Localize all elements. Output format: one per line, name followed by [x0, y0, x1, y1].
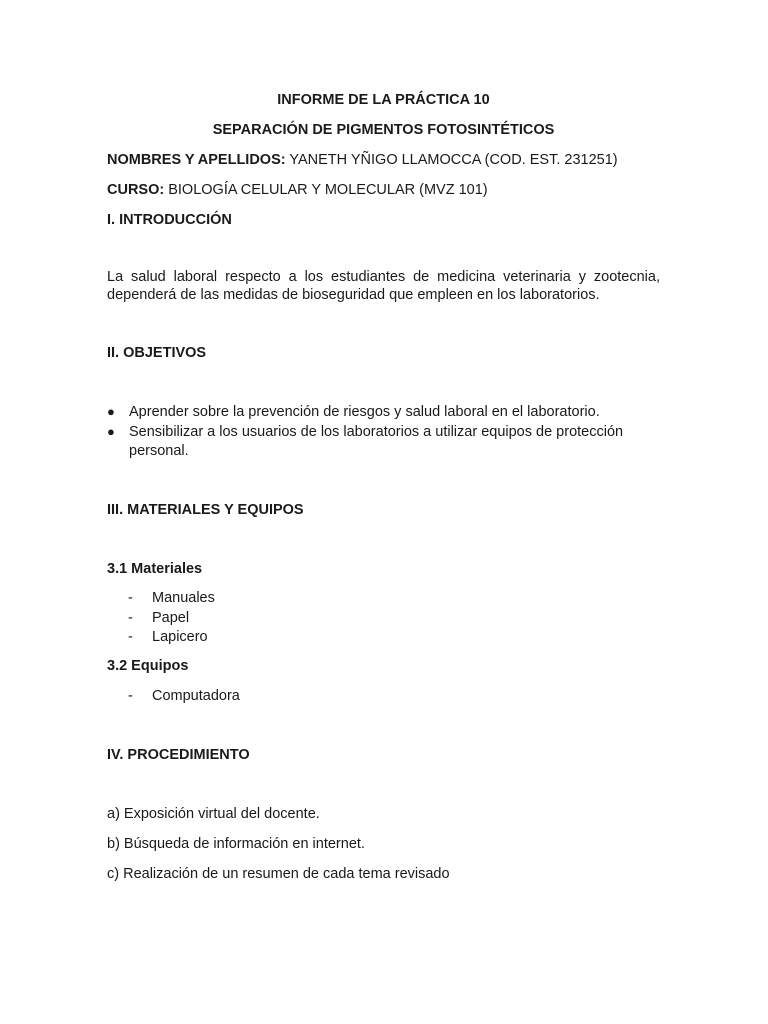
bullet-icon: ● — [107, 404, 115, 419]
objetivo-text: Sensibilizar a los usuarios de los laboratorios a utilizar equipos de protección personal. — [129, 424, 624, 459]
dash-icon: - — [128, 629, 133, 645]
course-value: BIOLOGÍA CELULAR Y MOLECULAR (MVZ 101) — [164, 182, 488, 198]
names-value: YANETH YÑIGO LLAMOCCA (COD. EST. 231251) — [285, 152, 618, 168]
course-label: CURSO: — [107, 182, 165, 198]
section-heading-procedimiento: IV. PROCEDIMIENTO — [107, 747, 250, 763]
document-page — [107, 0, 660, 1024]
objetivo-text: Aprender sobre la prevención de riesgos y salud laboral en el laboratorio. — [129, 404, 600, 420]
procedimiento-step: c) Realización de un resumen de cada tema revisado — [107, 866, 450, 882]
section-heading-introduccion: I. INTRODUCCIÓN — [107, 212, 232, 228]
procedimiento-step: b) Búsqueda de información en internet. — [107, 836, 365, 852]
course-line — [107, 181, 488, 199]
material-text: Papel — [152, 610, 190, 626]
equipo-text: Computadora — [152, 688, 240, 704]
subsection-heading-equipos: 3.2 Equipos — [107, 658, 189, 674]
introduccion-paragraph: La salud laboral respecto a los estudiantes de medicina veterinaria y zootecnia, dependerá de las medidas de bioseguridad que empleen en los laboratorios. — [107, 269, 660, 303]
document-subtitle: SEPARACIÓN DE PIGMENTOS FOTOSINTÉTICOS — [212, 122, 555, 138]
dash-icon: - — [128, 610, 133, 626]
section-heading-materiales-equipos: III. MATERIALES Y EQUIPOS — [107, 502, 304, 518]
procedimiento-step: a) Exposición virtual del docente. — [107, 806, 320, 822]
section-heading-objetivos: II. OBJETIVOS — [107, 345, 207, 361]
material-text: Lapicero — [152, 629, 208, 645]
dash-icon: - — [128, 590, 133, 606]
bullet-icon: ● — [107, 424, 115, 439]
dash-icon: - — [128, 688, 133, 704]
names-label: NOMBRES Y APELLIDOS: — [107, 152, 286, 168]
document-title: INFORME DE LA PRÁCTICA 10 — [277, 92, 490, 108]
subsection-heading-materiales: 3.1 Materiales — [107, 561, 203, 577]
student-names-line — [107, 151, 618, 169]
material-text: Manuales — [152, 590, 215, 606]
